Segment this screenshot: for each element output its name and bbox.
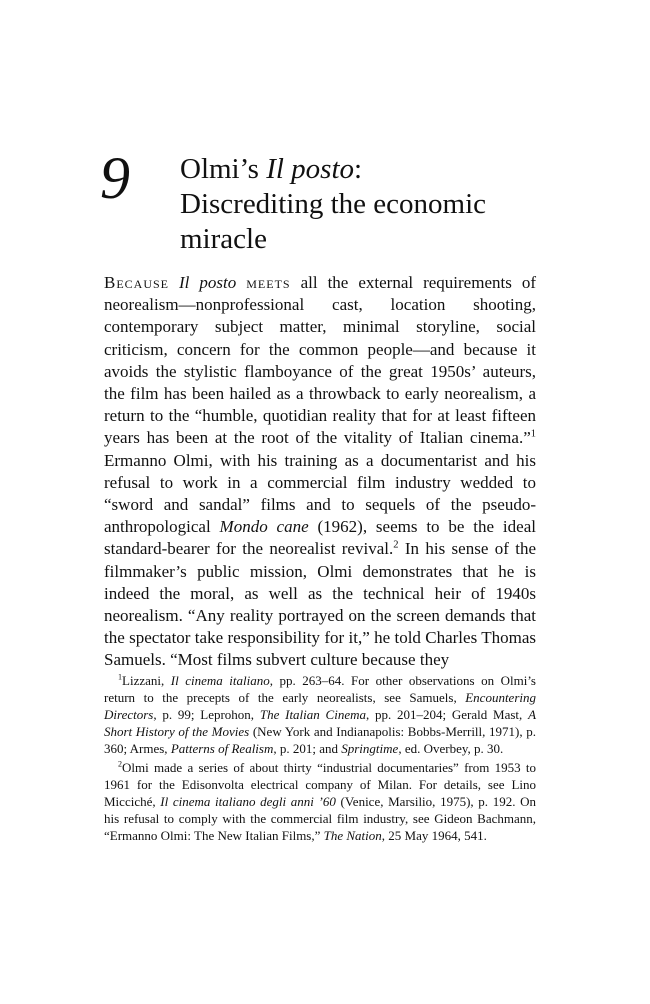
footnote-text: , p. 99; Leprohon,: [153, 707, 260, 722]
body-text-c: (1962), seems to be the ideal standard-bearer for the neorealist revival.: [104, 517, 536, 559]
footnote-text: (Venice, Marsilio, 1975), p. 192. On his refusal to comply with the commercial film industry, see Gideon Bachmann, “Ermanno Olmi: The New Italian Films,”: [104, 794, 536, 843]
chapter-title: [180, 152, 580, 257]
footnote-title: A Short History of the Movies: [104, 707, 537, 739]
footnote-title: The Italian Cinema: [259, 707, 366, 722]
footnote-2-number: 2: [118, 759, 123, 769]
chapter-title-colon: :: [354, 153, 363, 185]
footnotes: [104, 672, 536, 844]
body-text-a: all the external requirements of neorealism—nonprofessional cast, location shooting, contemporary subject matter, minimal storyline, social criticism, concern for the common people—and because it avoids the stylistic flamboyance of the great 1950s’ auteurs, the film has been hailed as a throwback to early neorealism, a return to the “humble, quotidian reality that for at least fifteen years has been at the root of the vitality of Italian cinema.”: [104, 273, 536, 448]
footnote-title: Patterns of Realism: [170, 741, 274, 756]
body-paragraph: [104, 272, 536, 672]
lead-film-title: Il posto: [179, 273, 237, 292]
footnote-text: (New York and Indianapolis: Bobbs-Merrill, 1971), p. 360; Armes,: [104, 724, 536, 756]
footnote-1: [104, 672, 536, 757]
footnote-title: Encountering Directors: [104, 690, 536, 722]
footnote-text: , ed. Overbey, p. 30.: [398, 741, 504, 756]
footnote-1-number: 1: [118, 672, 123, 682]
chapter-title-line-3: miracle: [180, 223, 267, 255]
body-text-b: Ermanno Olmi, with his training as a documentarist and his refusal to work in a commercial film industry wedded to “sword and sandal” films and to sequels of the pseudo-anthropological: [104, 450, 536, 537]
chapter-title-line-2: Discrediting the economic: [180, 188, 487, 220]
footnote-title: Il cinema italiano degli anni ’60: [160, 794, 336, 809]
footnote-text: Lizzani,: [122, 673, 171, 688]
footnote-text: Olmi made a series of about thirty “industrial documentaries” from 1953 to 1961 for the Edisonvolta electrical company of Milan. For details, see Lino Micciché,: [104, 760, 536, 809]
body-text-d: In his sense of the filmmaker’s public mission, Olmi demonstrates that he is indeed the moral, as well as the technical heir of 1940s neorealism. “Any reality portrayed on the screen demands that the spectator take responsibility for it,” he told Charles Thomas Samuels. “Most films subvert culture because they: [104, 539, 536, 670]
footnote-text: , 25 May 1964, 541.: [381, 828, 487, 843]
footnote-title: The Nation: [323, 828, 382, 843]
footnote-title: Springtime: [341, 741, 399, 756]
footnote-ref-2[interactable]: 2: [393, 539, 399, 551]
chapter-title-text: Olmi’s: [180, 153, 267, 185]
footnote-2: [104, 759, 536, 844]
chapter-title-line-1: [180, 152, 580, 187]
lead-smallcaps: Because: [104, 273, 170, 292]
film-title-mondo-cane: Mondo cane: [219, 517, 309, 537]
footnote-text: , p. 201; and: [273, 741, 342, 756]
footnote-title: Il cinema italiano: [170, 673, 270, 688]
footnote-text: , pp. 201–204; Gerald Mast,: [365, 707, 529, 722]
footnote-text: , pp. 263–64. For other observations on Olmi’s return to the precepts of the early neorealists, see Samuels,: [104, 673, 536, 705]
chapter-number: 9: [100, 145, 130, 211]
chapter-title-film: Il posto: [266, 153, 355, 185]
lead-smallcaps-2: meets: [246, 273, 291, 292]
footnote-ref-1[interactable]: 1: [530, 428, 536, 440]
